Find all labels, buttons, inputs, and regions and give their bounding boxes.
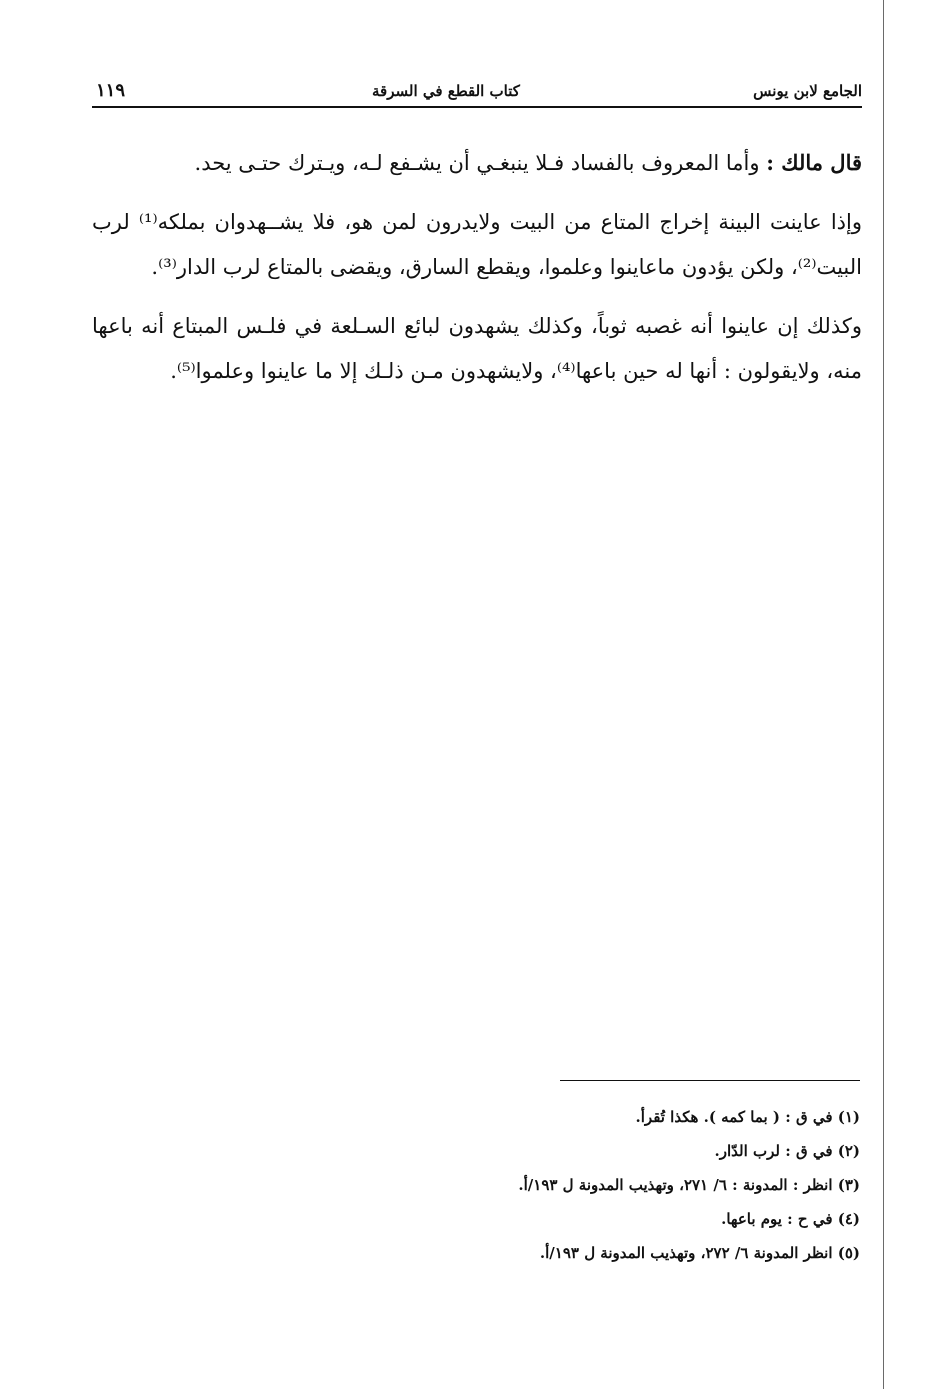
paragraph-text: وإذا عاينت البينة إخراج المتاع من البيت ولايدرون لمن هو، فلا يشــهدوان بملكه⁽¹⁾ لرب البيت⁽²⁾، ولكن يؤدون ماعاينوا وعلموا، ويقطع السارق، ويقضى بالمتاع لرب الدار⁽³⁾. (92, 210, 862, 279)
footnote-rule (560, 1080, 860, 1081)
footnotes (400, 1100, 860, 1270)
paragraph-text: وكذلك إن عاينوا أنه غصبه ثوباً، وكذلك يشهدون لبائع السـلعة في فلـس المبتاع أنه باعها منه، ولايقولون : أنها له حين باعها⁽⁴⁾، ولايشهدون مـن ذلـك إلا ما عاينوا وعلموا⁽⁵⁾. (92, 314, 862, 383)
paragraph-2 (92, 200, 862, 290)
page-edge-line (883, 0, 884, 1389)
paragraph-3 (92, 304, 862, 394)
footnote-2: (٢) في ق : لرب الدّار. (714, 1142, 860, 1160)
footnote-1: (١) في ق : ( بما كمه ). هكذا تُقرأ. (635, 1108, 860, 1126)
paragraph-text: وأما المعروف بالفساد فـلا ينبغـي أن يشـفع لـه، ويـترك حتـى يحد. (194, 151, 767, 175)
book-title: الجامع لابن يونس (753, 82, 862, 100)
footnote-3: (٣) انظر : المدونة : ٦/ ٢٧١، وتهذيب المدونة ل ١٩٣/أ. (518, 1176, 860, 1194)
chapter-title: كتاب القطع في السرقة (372, 82, 520, 100)
page-number: ١١٩ (96, 80, 126, 101)
footnote-4: (٤) في ح : يوم باعها. (721, 1210, 860, 1228)
paragraph-lead: قال مالك : (766, 150, 862, 175)
footnote-5: (٥) انظر المدونة ٦/ ٢٧٢، وتهذيب المدونة ل ١٩٣/أ. (539, 1244, 860, 1262)
header-rule (92, 106, 862, 108)
running-head (92, 80, 862, 106)
paragraph-1 (92, 140, 862, 186)
main-text (92, 140, 862, 408)
